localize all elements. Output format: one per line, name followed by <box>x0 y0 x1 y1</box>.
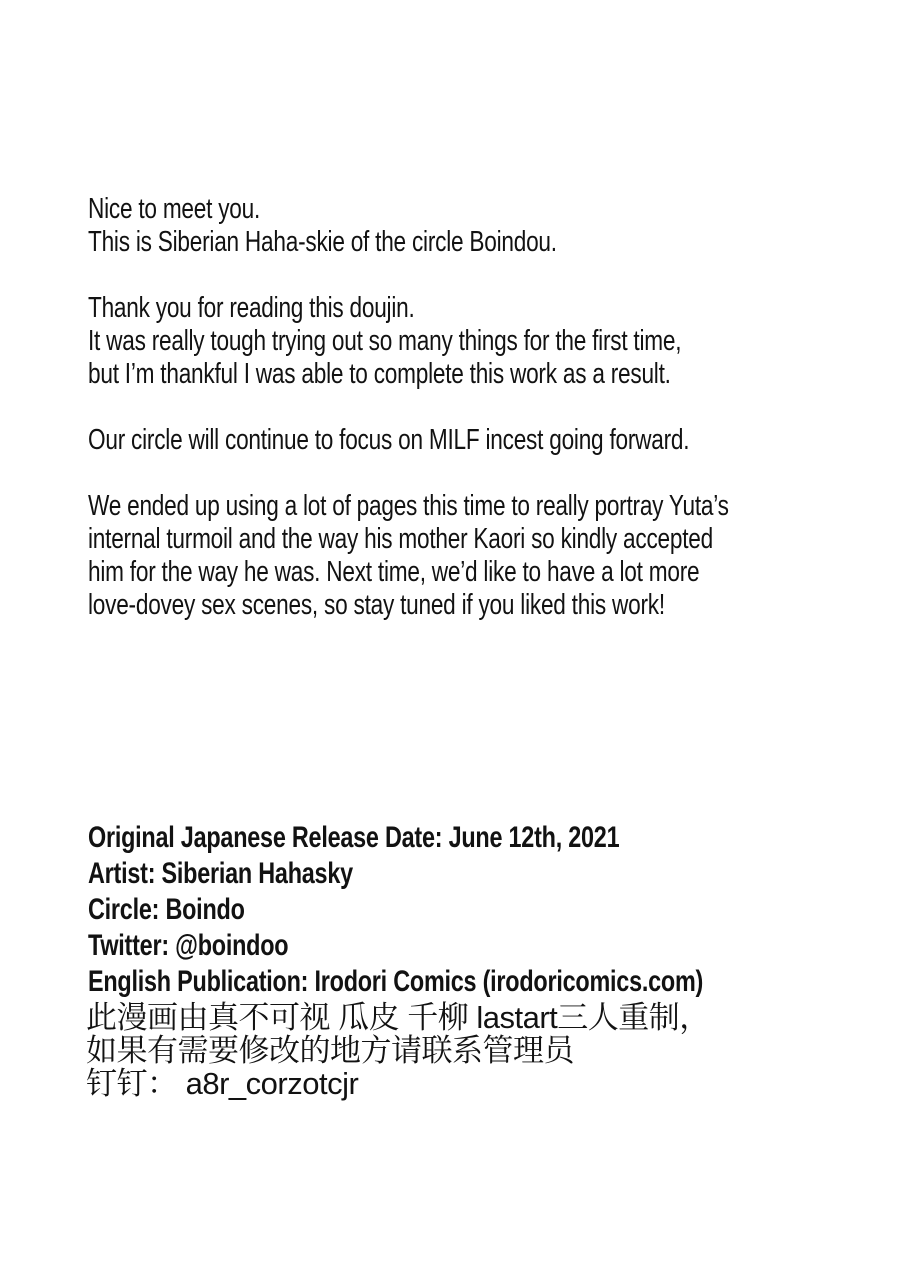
text-line: internal turmoil and the way his mother Kaori so kindly accepted <box>88 523 713 555</box>
twitter-line: Twitter: @boindoo <box>88 929 289 962</box>
text-line: him for the way he was. Next time, we’d like to have a lot more <box>88 556 700 588</box>
english-publication-line: English Publication: Irodori Comics (irodoricomics.com) <box>88 965 704 998</box>
paragraph-closing <box>88 490 837 622</box>
text-line: This is Siberian Haha-skie of the circle Boindou. <box>88 226 557 258</box>
dingtalk-id-line: 钉钉： a8r_corzotcjr <box>86 1066 359 1101</box>
paragraph-thanks <box>88 292 837 391</box>
text-line: Our circle will continue to focus on MILF incest going forward. <box>88 424 690 456</box>
text-line: but I’m thankful I was able to complete this work as a result. <box>88 358 671 390</box>
paragraph-circle-focus <box>88 424 837 457</box>
text-line: love-dovey sex scenes, so stay tuned if you liked this work! <box>88 589 665 621</box>
text-line: Thank you for reading this doujin. <box>88 292 415 324</box>
text-line: It was really tough trying out so many things for the first time, <box>88 325 682 357</box>
circle-line: Circle: Boindo <box>88 893 245 926</box>
scanlation-credit-line: 此漫画由真不可视 瓜皮 千柳 lastart三人重制， <box>86 1000 710 1035</box>
text-line: Nice to meet you. <box>88 193 261 225</box>
scanlation-credits <box>86 1001 886 1100</box>
afterword-text <box>88 193 837 655</box>
release-date-line: Original Japanese Release Date: June 12th, 2021 <box>88 821 620 854</box>
artist-line: Artist: Siberian Hahasky <box>88 857 353 890</box>
text-line: We ended up using a lot of pages this time to really portray Yuta’s <box>88 490 729 522</box>
paragraph-greeting <box>88 193 837 259</box>
scanlation-contact-line: 如果有需要修改的地方请联系管理员 <box>86 1033 574 1068</box>
publication-credits <box>88 820 906 1000</box>
